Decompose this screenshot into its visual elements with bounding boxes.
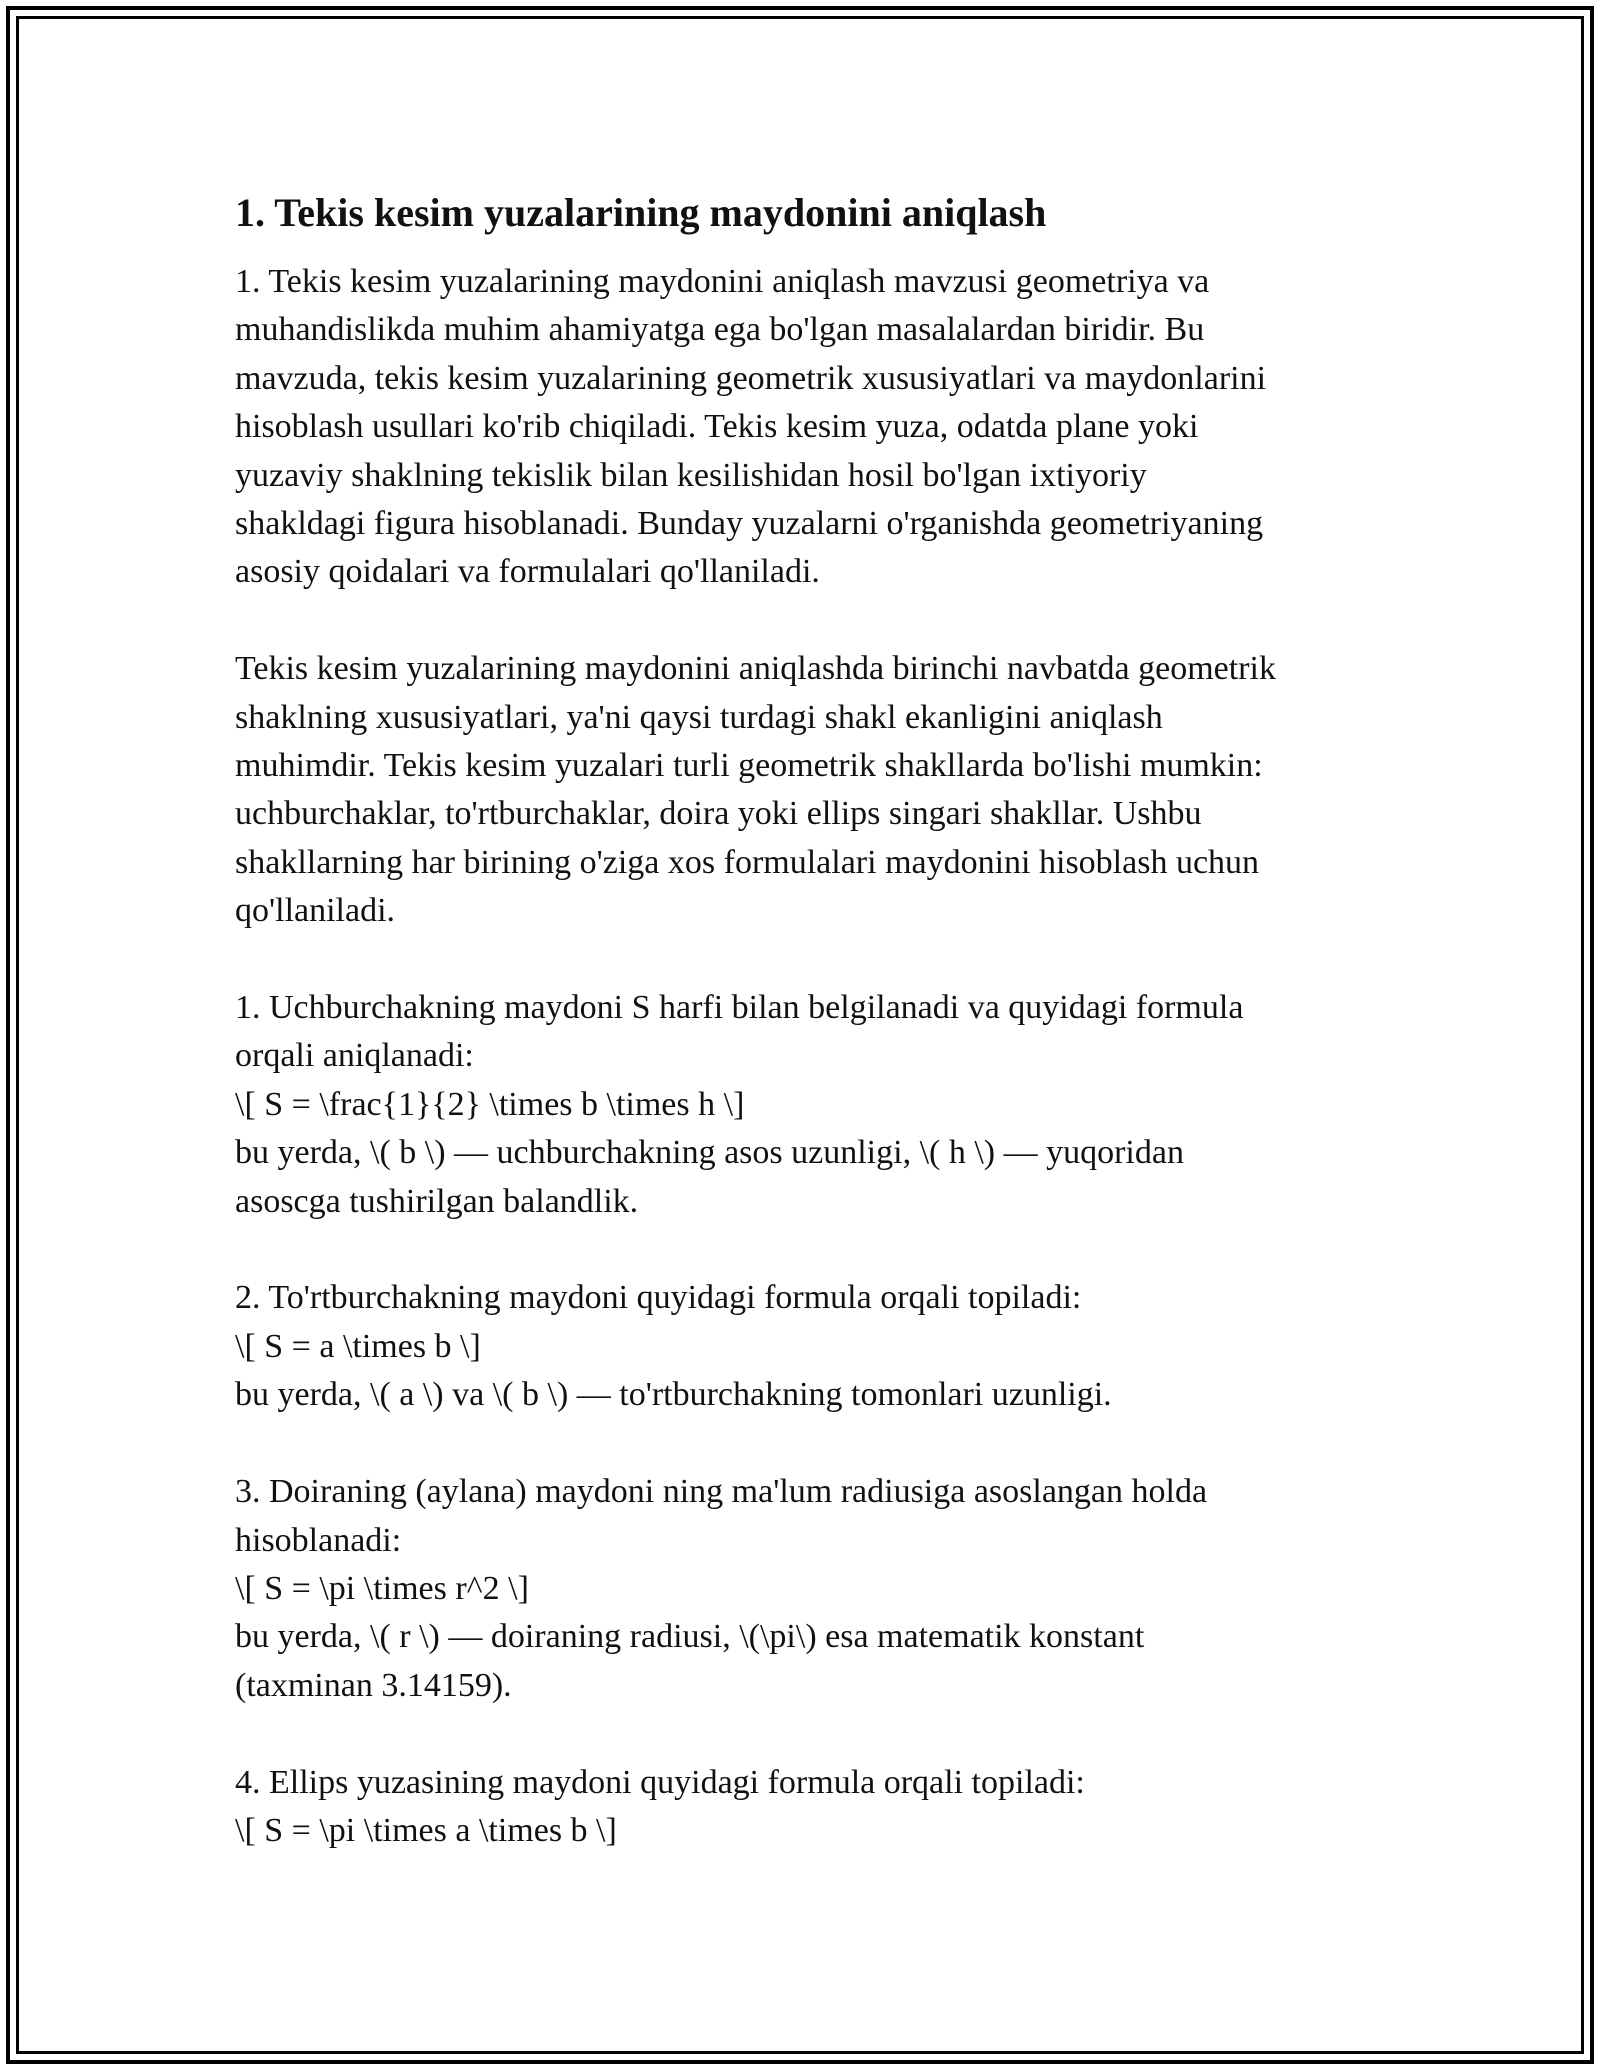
paragraph-ellipse-formula: 4. Ellips yuzasining maydoni quyidagi formula orqali topiladi: \[ S = \pi \times a \times b \] — [235, 1763, 1085, 1849]
paragraph-circle-formula: 3. Doiraning (aylana) maydoni ning ma'lum radiusiga asoslangan holda hisoblanadi: \[ S = \pi \times r^2 \] bu yerda, \( r \) — doiraning radiusi, \(\pi\) esa matematik konstant (taxminan 3.14159). — [235, 1473, 1208, 1704]
document-title: 1. Tekis kesim yuzalarining maydonini aniqlash — [235, 190, 1047, 235]
paragraph-rectangle-formula: 2. To'rtburchakning maydoni quyidagi formula orqali topiladi: \[ S = a \times b \] bu yerda, \( a \) va \( b \) — to'rtburchakning tomonlari uzunligi. — [235, 1279, 1112, 1414]
paragraph-shapes: Tekis kesim yuzalarining maydonini aniqlashda birinchi navbatda geometrik shaklning xususiyatlari, ya'ni qaysi turdagi shakl ekanligini aniqlash muhimdir. Tekis kesim yuzalari turli geometrik shakllarda bo'lishi mumkin: uchburchaklar, to'rtburchaklar, doira yoki ellips singari shakllar. Ushbu shakllarning har birining o'ziga xos formulalari maydonini hisoblash uchun qo'llaniladi. — [235, 650, 1276, 930]
paragraph-intro: 1. Tekis kesim yuzalarining maydonini aniqlash mavzusi geometriya va muhandislikda muhim ahamiyatga ega bo'lgan masalalardan biridir. Bu mavzuda, tekis kesim yuzalarining geometrik xususiyatlari va maydonlarini hisoblash usullari ko'rib chiqiladi. Tekis kesim yuza, odatda plane yoki yuzaviy shaklning tekislik bilan kesilishidan hosil bo'lgan ixtiyoriy shakldagi figura hisoblanadi. Bunday yuzalarni o'rganishda geometriyaning asosiy qoidalari va formulalari qo'llaniladi. — [235, 263, 1267, 591]
document-body — [235, 186, 1385, 1904]
paragraph-triangle-formula: 1. Uchburchakning maydoni S harfi bilan belgilanadi va quyidagi formula orqali aniqlanadi: \[ S = \frac{1}{2} \times b \times h \] bu yerda, \( b \) — uchburchakning asos uzunligi, \( h \) — yuqoridan asoscga tushirilgan balandlik. — [235, 989, 1244, 1220]
